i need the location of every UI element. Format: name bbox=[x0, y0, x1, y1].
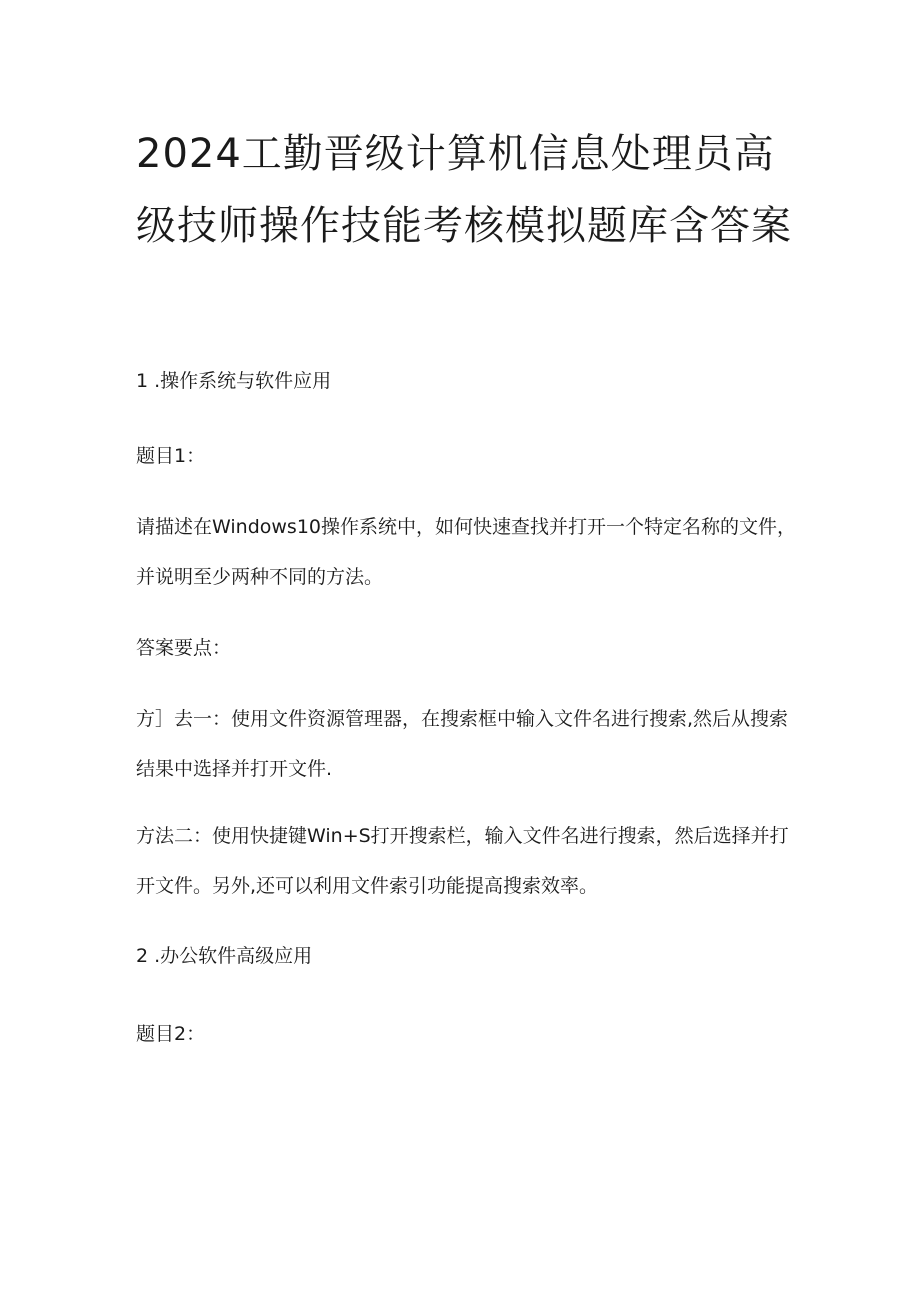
section-heading-2: 2 .办公软件高级应用 bbox=[136, 945, 313, 967]
answer-label: 答案要点： bbox=[136, 637, 232, 659]
question-label-1: 题目1： bbox=[136, 445, 206, 467]
question-text-1: 请描述在Windows10操作系统中，如何快速查找并打开一个特定名称的文件，并说明至少两种不同的方法。 bbox=[136, 516, 796, 588]
answer-method-2: 方法二：使用快捷键Win+S打开搜索栏，输入文件名进行搜索，然后选择并打开文件。另外,还可以利用文件索引功能提高搜索效率。 bbox=[136, 825, 789, 897]
answer-method-1: 方］去一：使用文件资源管理器，在搜索框中输入文件名进行搜索,然后从搜索结果中选择并打开文件. bbox=[136, 708, 789, 780]
document-title: 2024工勤晋级计算机信息处理员高级技师操作技能考核模拟题库含答案 bbox=[136, 131, 792, 249]
section-heading-1: 1 .操作系统与软件应用 bbox=[136, 370, 332, 392]
question-label-2: 题目2： bbox=[136, 1023, 206, 1045]
